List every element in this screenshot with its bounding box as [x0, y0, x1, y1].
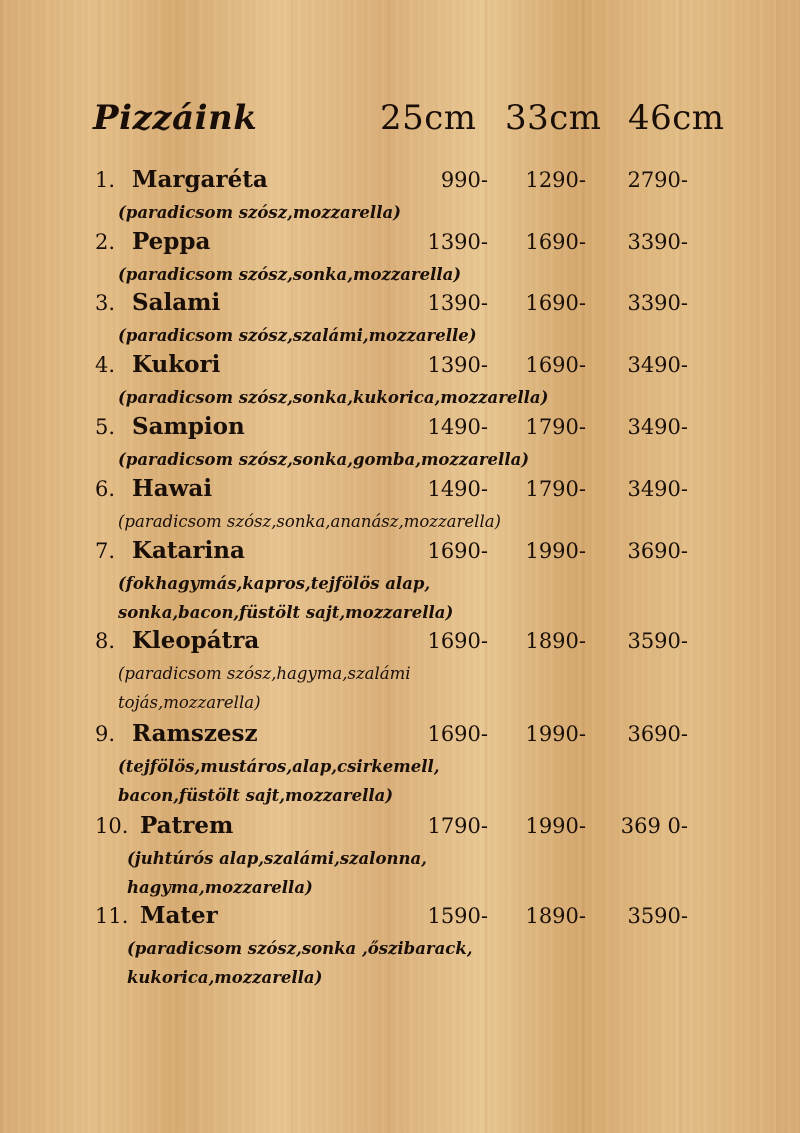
price-46cm: 3390- — [627, 291, 688, 315]
price-25cm: 990- — [440, 168, 488, 192]
price-46cm: 3390- — [627, 230, 688, 254]
pizza-name: Peppa — [132, 228, 211, 255]
pizza-item — [0, 814, 800, 902]
pizza-number: 7. — [95, 539, 116, 563]
price-46cm: 3490- — [627, 477, 688, 501]
pizza-ingredients: (paradicsom szósz,sonka ,őszibarack, — [127, 939, 473, 958]
pizza-name: Kukori — [132, 351, 221, 378]
price-25cm: 1390- — [427, 353, 488, 377]
pizza-ingredients: (paradicsom szósz,sonka,mozzarella) — [118, 265, 462, 284]
price-33cm: 1690- — [525, 230, 586, 254]
price-25cm: 1690- — [427, 629, 488, 653]
pizza-name: Ramszesz — [132, 720, 258, 747]
menu-title: Pizzáink — [93, 98, 258, 138]
pizza-number: 5. — [95, 415, 116, 439]
pizza-ingredients: (tejfölös,mustáros,alap,csirkemell, — [118, 757, 440, 776]
size-46-header: 46cm — [628, 98, 725, 138]
pizza-item — [0, 168, 800, 227]
pizza-ingredients: (paradicsom szósz,sonka,ananász,mozzarella) — [118, 512, 501, 531]
pizza-ingredients: (paradicsom szósz,szalámi,mozzarelle) — [118, 326, 477, 345]
price-25cm: 1390- — [427, 230, 488, 254]
price-33cm: 1790- — [525, 415, 586, 439]
price-33cm: 1990- — [525, 722, 586, 746]
pizza-item — [0, 291, 800, 350]
price-33cm: 1890- — [525, 904, 586, 928]
pizza-item — [0, 230, 800, 289]
price-46cm: 369 0- — [620, 814, 688, 838]
pizza-ingredients: (paradicsom szósz,sonka,gomba,mozzarella) — [118, 450, 530, 469]
pizza-number: 9. — [95, 722, 116, 746]
pizza-name: Sampion — [132, 413, 245, 440]
size-25-header: 25cm — [380, 98, 477, 138]
pizza-ingredients: hagyma,mozzarella) — [127, 878, 313, 897]
price-33cm: 1990- — [525, 539, 586, 563]
price-25cm: 1390- — [427, 291, 488, 315]
price-46cm: 2790- — [627, 168, 688, 192]
pizza-item — [0, 904, 800, 992]
pizza-name: Hawai — [132, 475, 213, 502]
price-33cm: 1690- — [525, 353, 586, 377]
price-33cm: 1790- — [525, 477, 586, 501]
pizza-ingredients: tojás,mozzarella) — [118, 693, 261, 712]
price-33cm: 1690- — [525, 291, 586, 315]
menu-header — [0, 98, 800, 148]
price-25cm: 1790- — [427, 814, 488, 838]
price-46cm: 3690- — [627, 539, 688, 563]
pizza-ingredients: (paradicsom szósz,mozzarella) — [118, 203, 401, 222]
pizza-ingredients: (juhtúrós alap,szalámi,szalonna, — [127, 849, 427, 868]
pizza-number: 1. — [95, 168, 116, 192]
price-33cm: 1290- — [525, 168, 586, 192]
price-46cm: 3490- — [627, 353, 688, 377]
price-46cm: 3590- — [627, 629, 688, 653]
pizza-name: Patrem — [140, 812, 234, 839]
price-25cm: 1690- — [427, 539, 488, 563]
price-33cm: 1890- — [525, 629, 586, 653]
price-25cm: 1490- — [427, 415, 488, 439]
pizza-item — [0, 415, 800, 474]
price-25cm: 1490- — [427, 477, 488, 501]
pizza-number: 8. — [95, 629, 116, 653]
pizza-ingredients: bacon,füstölt sajt,mozzarella) — [118, 786, 394, 805]
pizza-item — [0, 629, 800, 717]
pizza-number: 4. — [95, 353, 116, 377]
pizza-name: Katarina — [132, 537, 245, 564]
size-33-header: 33cm — [505, 98, 602, 138]
pizza-number: 3. — [95, 291, 116, 315]
price-33cm: 1990- — [525, 814, 586, 838]
pizza-ingredients: kukorica,mozzarella) — [127, 968, 323, 987]
pizza-ingredients: (paradicsom szósz,hagyma,szalámi — [118, 664, 411, 683]
price-46cm: 3590- — [627, 904, 688, 928]
price-25cm: 1690- — [427, 722, 488, 746]
pizza-name: Margaréta — [132, 166, 268, 193]
price-46cm: 3490- — [627, 415, 688, 439]
pizza-item — [0, 722, 800, 810]
pizza-name: Kleopátra — [132, 627, 260, 654]
pizza-ingredients: sonka,bacon,füstölt sajt,mozzarella) — [118, 603, 454, 622]
pizza-number: 11. — [95, 904, 129, 928]
pizza-number: 2. — [95, 230, 116, 254]
pizza-ingredients: (fokhagymás,kapros,tejfölös alap, — [118, 574, 431, 593]
pizza-number: 6. — [95, 477, 116, 501]
pizza-number: 10. — [95, 814, 129, 838]
pizza-item — [0, 477, 800, 536]
pizza-item — [0, 353, 800, 412]
pizza-ingredients: (paradicsom szósz,sonka,kukorica,mozzarella) — [118, 388, 549, 407]
price-25cm: 1590- — [427, 904, 488, 928]
pizza-item — [0, 539, 800, 627]
pizza-name: Mater — [140, 902, 218, 929]
price-46cm: 3690- — [627, 722, 688, 746]
pizza-name: Salami — [132, 289, 221, 316]
